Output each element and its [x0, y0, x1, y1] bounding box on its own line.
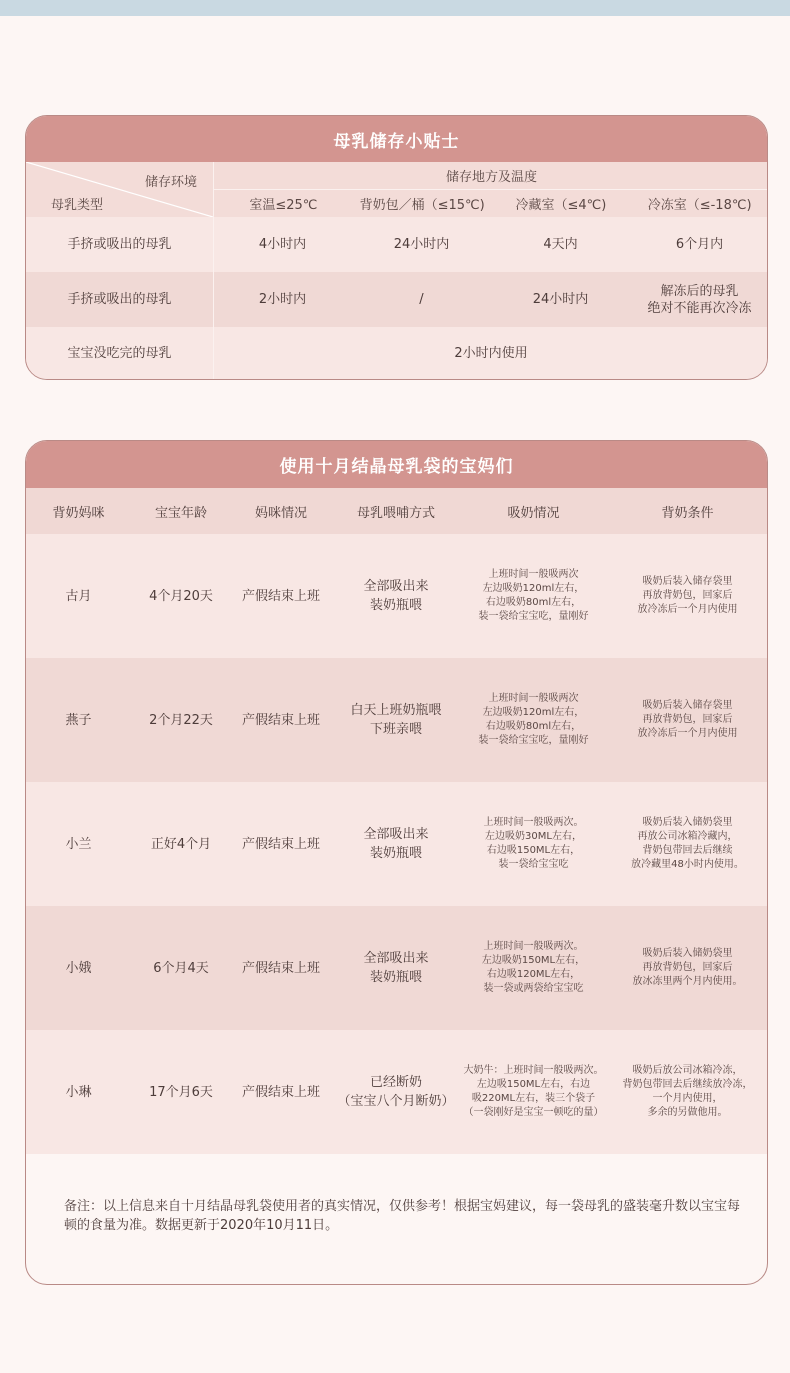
- pumping-info: 上班时间一般吸两次。 左边吸奶150ML左右， 右边吸120ML左右， 装一袋或两袋给宝宝吃: [481, 941, 586, 994]
- table-row: [26, 534, 768, 658]
- temp-header-room: 室温≤25℃: [249, 198, 318, 213]
- column-header: 吸奶情况: [507, 505, 560, 521]
- location-header: [214, 162, 768, 217]
- table-row: [26, 1030, 768, 1154]
- value-cell: 24小时内: [532, 292, 589, 307]
- mom-name: 古月: [65, 588, 92, 604]
- temp-header-fridge: 冷藏室（≤4℃): [515, 198, 607, 213]
- pumping-info: 上班时间一般吸两次 左边吸奶120ml左右， 右边吸奶80ml左右， 装一袋给宝宝吃，量刚好: [478, 693, 589, 746]
- feeding-method: 全部吸出来 装奶瓶喂: [363, 579, 429, 613]
- mom-name: 小兰: [65, 836, 92, 852]
- value-cell: 2小时内: [258, 292, 307, 307]
- column-header: 背奶妈咪: [52, 505, 105, 521]
- storage-condition: 吸奶后装入储奶袋里 再放公司冰箱冷藏内， 背奶包带回去后继续 放冷藏里48小时内使用。: [631, 817, 744, 870]
- pumping-info: 大奶牛：上班时间一般吸两次。 左边吸150ML左右，右边 吸220ML左右，装三个袋子 （一袋刚好是宝宝一顿吃的量）: [463, 1065, 604, 1118]
- value-cell: 24小时内: [393, 237, 450, 252]
- location-header-label: 储存地方及温度: [214, 162, 768, 190]
- table-row: [26, 906, 768, 1030]
- column-divider: [213, 162, 214, 380]
- storage-condition: 吸奶后装入储存袋里 再放背奶包，回家后 放冷冻后一个月内使用: [637, 576, 738, 615]
- feeding-method: 全部吸出来 装奶瓶喂: [363, 951, 429, 985]
- mom-status: 产假结束上班: [241, 588, 320, 604]
- value-cell: 4天内: [543, 237, 578, 252]
- milk-type-cell: 手挤或吸出的母乳: [67, 292, 172, 307]
- value-cell: 解冻后的母乳 绝对不能再次冷冻: [647, 283, 752, 316]
- storage-tips-card: [25, 115, 768, 380]
- milk-type-cell: 宝宝没吃完的母乳: [67, 346, 172, 361]
- moms-table-card: [25, 440, 768, 1285]
- storage-tips-table: [26, 162, 767, 380]
- merged-value-cell: 2小时内使用: [454, 346, 528, 361]
- moms-table: [26, 488, 767, 1154]
- mom-status: 产假结束上班: [241, 836, 320, 852]
- table-row: [26, 782, 768, 906]
- table-row: [26, 217, 768, 272]
- baby-age: 正好4个月: [150, 836, 212, 852]
- feeding-method: 已经断奶 （宝宝八个月断奶）: [337, 1075, 455, 1109]
- value-cell: /: [419, 292, 424, 307]
- top-color-strip: [0, 0, 790, 16]
- table-row: [26, 327, 768, 380]
- mom-status: 产假结束上班: [241, 960, 320, 976]
- moms-table-title: 使用十月结晶母乳袋的宝妈们: [26, 441, 767, 488]
- baby-age: 4个月20天: [149, 588, 213, 604]
- header-type-label: 母乳类型: [51, 198, 104, 213]
- feeding-method: 全部吸出来 装奶瓶喂: [363, 827, 429, 861]
- mom-status: 产假结束上班: [241, 712, 320, 728]
- column-header: 妈咪情况: [254, 505, 307, 521]
- column-header: 背奶条件: [661, 505, 714, 521]
- storage-condition: 吸奶后装入储奶袋里 再放背奶包，回家后 放冰冻里两个月内使用。: [632, 948, 743, 987]
- mom-status: 产假结束上班: [241, 1084, 320, 1100]
- diagonal-header-cell: [26, 162, 213, 217]
- storage-condition: 吸奶后装入储存袋里 再放背奶包，回家后 放冷冻后一个月内使用: [637, 700, 738, 739]
- temp-header-cooler-bag: 背奶包／桶（≤15℃): [359, 198, 485, 213]
- mom-name: 燕子: [65, 712, 92, 728]
- table-row: [26, 272, 768, 327]
- temperature-headers: [214, 190, 768, 217]
- table-row: [26, 658, 768, 782]
- pumping-info: 上班时间一般吸两次 左边吸奶120ml左右， 右边吸奶80ml左右， 装一袋给宝宝吃，量刚好: [478, 569, 589, 622]
- header-env-label: 储存环境: [144, 175, 197, 190]
- mom-name: 小琳: [65, 1084, 92, 1100]
- baby-age: 17个月6天: [149, 1084, 213, 1100]
- mom-name: 小娥: [65, 960, 92, 976]
- column-header: 母乳喂哺方式: [356, 505, 435, 521]
- feeding-method: 白天上班奶瓶喂 下班亲喂: [350, 703, 442, 737]
- footnote: 备注：以上信息来自十月结晶母乳袋使用者的真实情况，仅供参考！根据宝妈建议，每一袋母乳的盛装毫升数以宝宝每顿的食量为准。数据更新于2020年10月11日。: [64, 1199, 741, 1233]
- milk-type-cell: 手挤或吸出的母乳: [67, 237, 172, 252]
- value-cell: 6个月内: [675, 237, 724, 252]
- baby-age: 2个月22天: [149, 712, 213, 728]
- storage-tips-title: 母乳储存小贴士: [26, 116, 767, 162]
- storage-condition: 吸奶后放公司冰箱冷冻， 背奶包带回去后继续放冷冻， 一个月内使用， 多余的另做他用。: [622, 1065, 753, 1118]
- value-cell: 4小时内: [258, 237, 307, 252]
- temp-header-freezer: 冷冻室（≤-18℃): [647, 198, 752, 213]
- pumping-info: 上班时间一般吸两次。 左边吸奶30ML左右， 右边吸150ML左右， 装一袋给宝宝吃: [483, 817, 584, 870]
- column-header: 宝宝年龄: [154, 505, 207, 521]
- baby-age: 6个月4天: [153, 960, 209, 976]
- table-header-row: [26, 488, 768, 534]
